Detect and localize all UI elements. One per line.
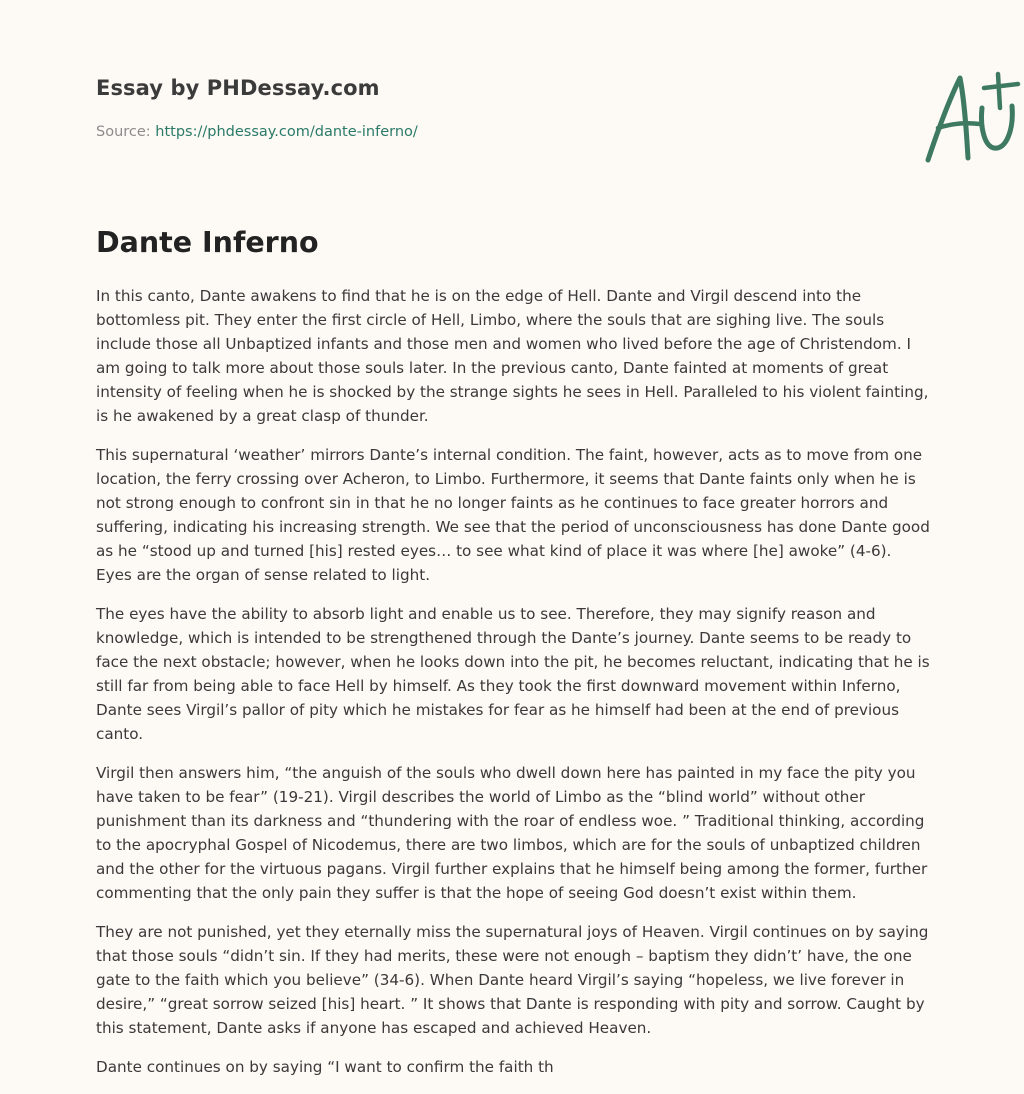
site-brand: Essay by PHDessay.com [96, 76, 380, 100]
logo-a-stroke [928, 78, 968, 160]
essay-paragraph: This supernatural ‘weather’ mirrors Dante’s internal condition. The faint, however, acts as to move from one location, the ferry crossing over Acheron, to Limbo. Furthermore, it seems that Dante faints only when he is not strong enough to confront sin in that he no longer faints as he continues to face greater horrors and suffering, indicating his increasing strength. We see that the period of unconsciousness has done Dante good as he “stood up and turned [his] rested eyes… to see what kind of place it was where [he] awoke” (4-6). Eyes are the organ of sense related to light. [96, 446, 930, 584]
a-plus-logo-icon [920, 68, 1024, 164]
essay-title: Dante Inferno [96, 226, 319, 259]
logo-u-stroke [982, 106, 1013, 148]
essay-body [96, 284, 932, 1094]
logo-a-crossbar [938, 123, 980, 128]
essay-paragraph: They are not punished, yet they eternally miss the supernatural joys of Heaven. Virgil continues on by saying that those souls “didn’t sin. If they had merits, these were not enough – baptism they didn’t’ have, the one gate to the faith which you believe” (34-6). When Dante heard Virgil’s saying “hopeless, we live forever in desire,” “great sorrow seized [his] heart. ” It shows that Dante is responding with pity and sorrow. Caught by this statement, Dante asks if anyone has escaped and achieved Heaven. [96, 923, 929, 1037]
source-label: Source: [96, 124, 156, 140]
essay-paragraph: Dante continues on by saying “I want to confirm the faith th [96, 1058, 554, 1076]
essay-paragraph: In this canto, Dante awakens to find that he is on the edge of Hell. Dante and Virgil descend into the bottomless pit. They enter the first circle of Hell, Limbo, where the souls that are sighing live. The souls include those all Unbaptized infants and those men and women who lived before the age of Christendom. I am going to talk more about those souls later. In the previous canto, Dante fainted at moments of great intensity of feeling when he is shocked by the strange sights he sees in Hell. Paralleled to his violent fainting, is he awakened by a great clasp of thunder. [96, 287, 929, 425]
essay-paragraph: The eyes have the ability to absorb light and enable us to see. Therefore, they may signify reason and knowledge, which is intended to be strengthened through the Dante’s journey. Dante seems to be ready to face the next obstacle; however, when he looks down into the pit, he becomes reluctant, indicating that he is still far from being able to face Hell by himself. As they took the first downward movement within Inferno, Dante sees Virgil’s pallor of pity which he mistakes for fear as he himself had been at the end of previous canto. [96, 605, 930, 743]
source-link[interactable]: https://phdessay.com/dante-inferno/ [155, 124, 418, 140]
essay-paragraph: Virgil then answers him, “the anguish of the souls who dwell down here has painted in my face the pity you have taken to be fear” (19-21). Virgil describes the world of Limbo as the “blind world” without other punishment than its darkness and “thundering with the roar of endless woe. ” Traditional thinking, according to the apocryphal Gospel of Nicodemus, there are two limbos, which are for the souls of unbaptized children and the other for the virtuous pagans. Virgil further explains that he himself being among the former, further commenting that the only pain they suffer is that the hope of seeing God doesn’t exist within them. [96, 764, 928, 902]
source-line [96, 124, 418, 140]
logo-plus-horizontal [984, 84, 1018, 88]
logo-plus-vertical [998, 74, 1000, 108]
